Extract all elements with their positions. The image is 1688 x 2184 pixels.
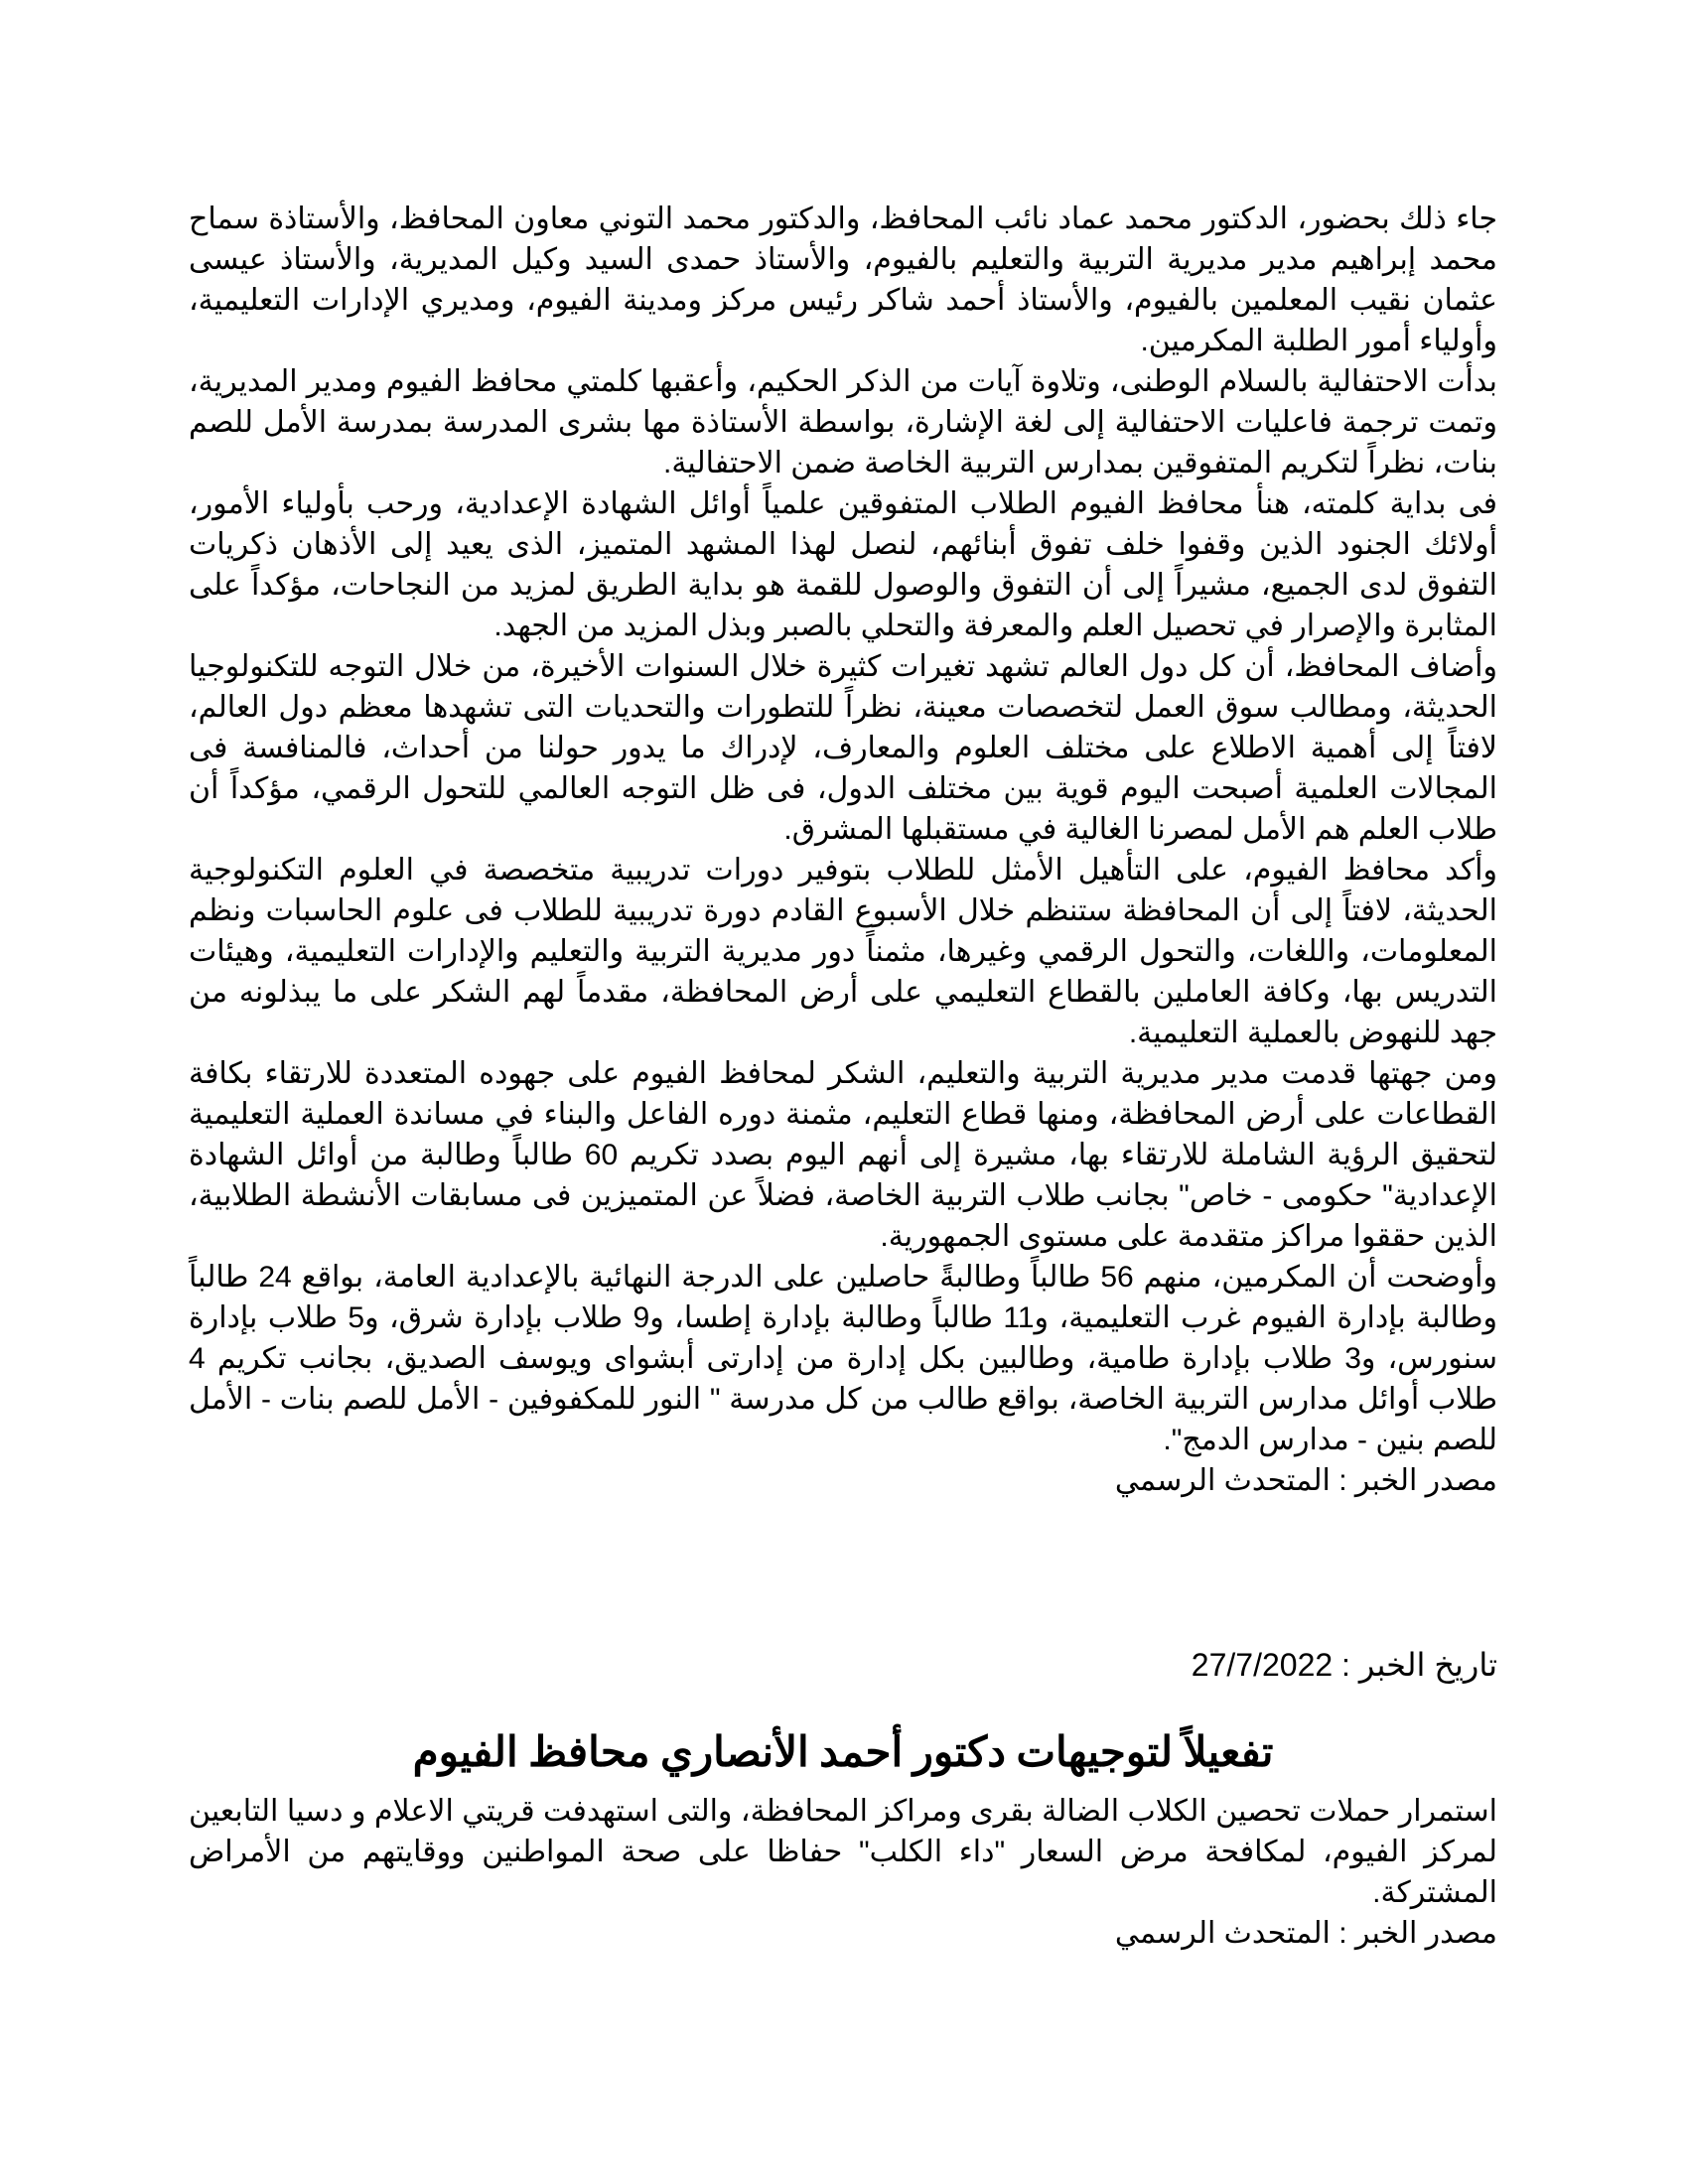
article-headline: تفعيلاً لتوجيهات دكتور أحمد الأنصاري محافظ الفيوم [412,1730,1274,1776]
news-date: تاريخ الخبر : 27/7/2022 [1191,1647,1497,1683]
article-2-body [189,1791,1497,1954]
article-body [189,199,1497,1501]
paragraph-governor-speech: فى بداية كلمته، هنأ محافظ الفيوم الطلاب المتفوقين علمياً أوائل الشهادة الإعدادية، ورحب بأولياء الأمور، أولائك الجنود الذين وقفوا خلف تفوق أبنائهم، لنصل لهذا المشهد المتميز، الذى يعيد إلى الأذهان ذكريات التفوق لدى الجميع، مشيراً إلى أن التفوق والوصول للقمة هو بداية الطريق لمزيد من النجاحات، مؤكداً على المثابرة والإصرار في تحصيل العلم والمعرفة والتحلي بالصبر وبذل المزيد من الجهد. [189,487,1497,642]
paragraph-vaccination: استمرار حملات تحصين الكلاب الضالة بقرى ومراكز المحافظة، والتى استهدفت قريتي الاعلام و دسيا التابعين لمركز الفيوم، لمكافحة مرض السعار "داء الكلب" حفاظا على صحة المواطنين ووقايتهم من الأمراض المشتركة. [189,1795,1497,1909]
paragraph-training: وأكد محافظ الفيوم، على التأهيل الأمثل للطلاب بتوفير دورات تدريبية متخصصة في العلوم التكنولوجية الحديثة، لافتاً إلى أن المحافظة ستنظم خلال الأسبوع القادم دورة تدريبية للطلاب فى علوم الحاسبات ونظم المعلومات، واللغات، والتحول الرقمي وغيرها، مثمناً دور مديرية التربية والتعليم والإدارات التعليمية، وهيئات التدريس بها، وكافة العاملين بالقطاع التعليمي على أرض المحافظة، مقدماً لهم الشكر على ما يبذلونه من جهد للنهوض بالعملية التعليمية. [189,854,1497,1049]
paragraph-attendance: جاء ذلك بحضور، الدكتور محمد عماد نائب المحافظ، والدكتور محمد التوني معاون المحافظ، والأستاذة سماح محمد إبراهيم مدير مديرية التربية والتعليم بالفيوم، والأستاذ حمدى السيد وكيل المديرية، والأستاذ عيسى عثمان نقيب المعلمين بالفيوم، والأستاذ أحمد شاكر رئيس مركز ومدينة الفيوم، ومديري الإدارات التعليمية، وأولياء أمور الطلبة المكرمين. [189,203,1497,357]
news-source-2: مصدر الخبر : المتحدث الرسمي [1114,1917,1497,1950]
paragraph-honorees: وأوضحت أن المكرمين، منهم 56 طالباً وطالبةً حاصلين على الدرجة النهائية بالإعدادية العامة، بواقع 24 طالباً وطالبة بإدارة الفيوم غرب التعليمية، و11 طالباً وطالبة بإدارة إطسا، و9 طلاب بإدارة شرق، و5 طلاب بإدارة سنورس، و3 طلاب بإدارة طامية، وطالبين بكل إدارة من إدارتى أبشواى ويوسف الصديق، بجانب تكريم 4 طلاب أوائل مدارس التربية الخاصة، بواقع طالب من كل مدرسة " النور للمكفوفين - الأمل للصم بنات - الأمل للصم بنين - مدارس الدمج". [189,1261,1498,1456]
paragraph-directorate-thanks: ومن جهتها قدمت مدير مديرية التربية والتعليم، الشكر لمحافظ الفيوم على جهوده المتعددة للارتقاء بكافة القطاعات على أرض المحافظة، ومنها قطاع التعليم، مثمنة دوره الفاعل والبناء في مساندة العملية التعليمية لتحقيق الرؤية الشاملة للارتقاء بها، مشيرة إلى أنهم اليوم بصدد تكريم 60 طالباً وطالبة من أوائل الشهادة الإعدادية" حكومى - خاص" بجانب طلاب التربية الخاصة، فضلاً عن المتميزين فى مسابقات الأنشطة الطلابية، الذين حققوا مراكز متقدمة على مستوى الجمهورية. [189,1057,1497,1253]
news-source: مصدر الخبر : المتحدث الرسمي [1114,1464,1497,1497]
paragraph-ceremony-start: بدأت الاحتفالية بالسلام الوطنى، وتلاوة آيات من الذكر الحكيم، وأعقبها كلمتي محافظ الفيوم ومدير المديرية، وتمت ترجمة فاعليات الاحتفالية إلى لغة الإشارة، بواسطة الأستاذة مها بشرى المدرسة بمدرسة الأمل للصم بنات، نظراً لتكريم المتفوقين بمدارس التربية الخاصة ضمن الاحتفالية. [189,365,1497,479]
paragraph-governor-addition: وأضاف المحافظ، أن كل دول العالم تشهد تغيرات كثيرة خلال السنوات الأخيرة، من خلال التوجه للتكنولوجيا الحديثة، ومطالب سوق العمل لتخصصات معينة، نظراً للتطورات والتحديات التى تشهدها معظم دول العالم، لافتاً إلى أهمية الاطلاع على مختلف العلوم والمعارف، لإدراك ما يدور حولنا من أحداث، فالمنافسة فى المجالات العلمية أصبحت اليوم قوية بين مختلف الدول، فى ظل التوجه العالمي للتحول الرقمي، مؤكداً أن طلاب العلم هم الأمل لمصرنا الغالية في مستقبلها المشرق. [189,650,1497,846]
